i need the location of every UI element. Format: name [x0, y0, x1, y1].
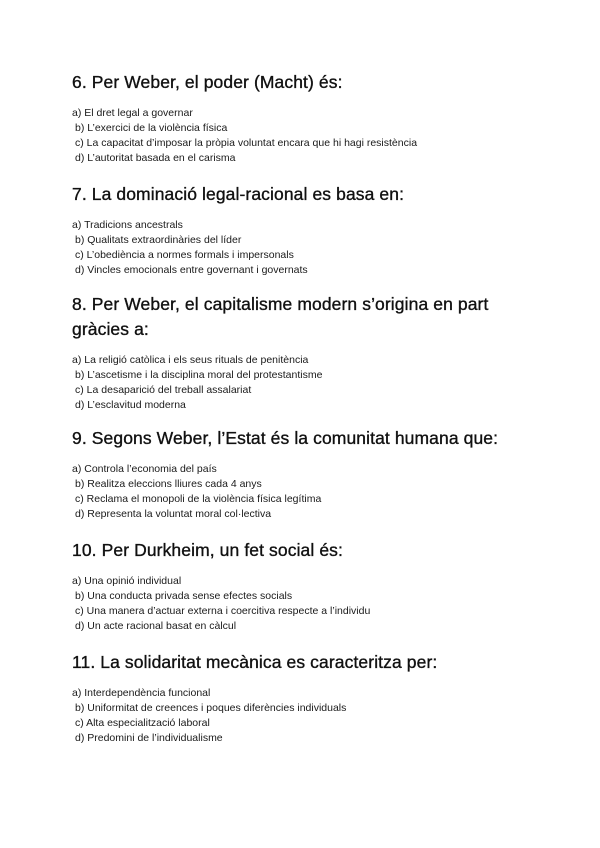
- option-c: c) Una manera d’actuar externa i coercitiva respecte a l’individu: [75, 605, 371, 617]
- question-title: 7. La dominació legal-racional es basa en:: [72, 184, 405, 204]
- option-a: a) Controla l’economia del país: [72, 463, 217, 475]
- option-b: b) Realitza eleccions lliures cada 4 anys: [75, 478, 262, 490]
- question-7: [72, 182, 542, 278]
- question-11: [72, 650, 542, 746]
- option-c: c) Reclama el monopoli de la violència física legítima: [75, 493, 322, 505]
- answer-options: [72, 686, 542, 746]
- option-b: b) Una conducta privada sense efectes socials: [75, 590, 293, 602]
- answer-options: [72, 106, 542, 166]
- question-title: 6. Per Weber, el poder (Macht) és:: [72, 72, 343, 92]
- option-d: d) L’esclavitud moderna: [75, 399, 186, 411]
- option-b: b) Qualitats extraordinàries del líder: [75, 234, 242, 246]
- question-title: 10. Per Durkheim, un fet social és:: [72, 540, 343, 560]
- option-c: c) La capacitat d’imposar la pròpia voluntat encara que hi hagi resistència: [75, 137, 418, 149]
- option-d: d) Un acte racional basat en càlcul: [75, 620, 237, 632]
- option-d: d) Predomini de l’individualisme: [75, 732, 223, 744]
- question-10: [72, 538, 542, 634]
- option-a: a) Una opinió individual: [72, 575, 182, 587]
- question-8: [72, 292, 542, 413]
- option-d: d) Representa la voluntat moral col·lectiva: [75, 508, 272, 520]
- option-a: a) Tradicions ancestrals: [72, 219, 183, 231]
- question-title: 11. La solidaritat mecànica es caracteritza per:: [72, 652, 438, 672]
- option-b: b) L’ascetisme i la disciplina moral del protestantisme: [75, 369, 323, 381]
- question-title: 8. Per Weber, el capitalisme modern s’origina en part gràcies a:: [72, 294, 489, 339]
- option-c: c) La desaparició del treball assalariat: [75, 384, 252, 396]
- answer-options: [72, 462, 542, 522]
- answer-options: [72, 574, 542, 634]
- option-b: b) Uniformitat de creences i poques diferències individuals: [75, 702, 347, 714]
- question-6: [72, 70, 542, 166]
- option-b: b) L’exercici de la violència física: [75, 122, 228, 134]
- answer-options: [72, 353, 542, 413]
- question-9: [72, 426, 542, 522]
- option-a: a) Interdependència funcional: [72, 687, 211, 699]
- option-a: a) El dret legal a governar: [72, 107, 193, 119]
- option-c: c) L’obediència a normes formals i impersonals: [75, 249, 294, 261]
- answer-options: [72, 218, 542, 278]
- option-d: d) Vincles emocionals entre governant i governats: [75, 264, 308, 276]
- option-d: d) L’autoritat basada en el carisma: [75, 152, 236, 164]
- option-c: c) Alta especialització laboral: [75, 717, 210, 729]
- question-title: 9. Segons Weber, l’Estat és la comunitat humana que:: [72, 428, 499, 448]
- option-a: a) La religió catòlica i els seus rituals de penitència: [72, 354, 309, 366]
